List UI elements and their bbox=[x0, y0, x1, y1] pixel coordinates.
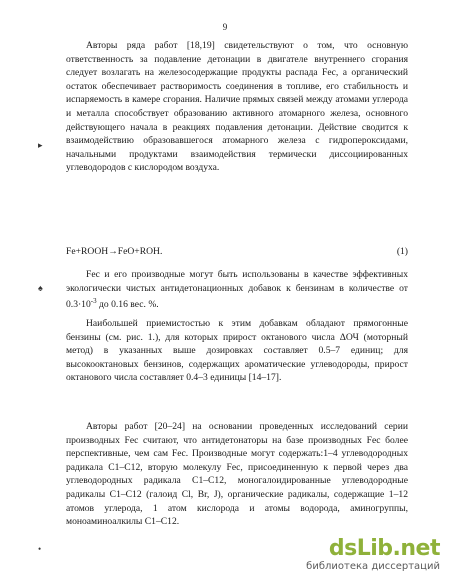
equation: Fe+ROOH→FeO+ROH. bbox=[66, 246, 163, 257]
watermark-subtitle: библиотека диссертаций bbox=[306, 561, 440, 572]
amount-tail: до 0.16 вес. %. bbox=[96, 299, 159, 311]
paragraph-text: Авторы ряда работ [18,19] свидетельствуют о том, что основную ответственность за подавление детонации в двигателе внутреннего сгорания следует возлагать на железосодержащие продукты распада Fec, а органический остаток обеспечивает растворимость соединения в топливе, его стабильность и испаряемость в камере сгорания. Наличие прямых связей между атомами углерода и металла способствует образованию активного атомарного железа, основного действующего начала в реакциях подавления детонации. Действие сводится к взаимодействию образовавшегося атомарного железа с гидропероксидами, начальными продуктами взаимодействия термически диссоциированных углеводородов с кислородом воздуха. bbox=[66, 40, 408, 174]
paragraph-derivatives bbox=[66, 420, 408, 529]
margin-mark-icon: ▸ bbox=[38, 140, 43, 150]
paragraph-text: Авторы работ [20–24] на основании проведенных исследований серии производных Fec считают, что антидетонаторы на базе производных Fec более перспективные, чем сам Fec. Производные могут содержать:1–4 углеводородных радикала C1–C12, вторую молекулу Fec, присоединенную к первой через два углеводородных радикала C1–C12, моногалоидированные углеводородные радикалы C1–C12 (галоид Cl, Br, J), органические радикалы, содержащие 1–12 атомов углерода, 1 атом кислорода и атомы водорода, аминогруппы, моноаминоалкилы C1–C12. bbox=[66, 421, 408, 528]
amount-exponent: -3 bbox=[90, 297, 97, 306]
dslib-watermark bbox=[306, 536, 440, 574]
watermark-logo: dsLib.net bbox=[328, 536, 440, 561]
margin-mark-icon: ♠ bbox=[38, 283, 43, 293]
equation-row bbox=[66, 246, 408, 257]
amount-value: 0.3·10 bbox=[66, 299, 91, 311]
paragraph-text: Fec и его производные могут быть использованы в качестве эффективных экологически чистых антидетонационных добавок к бензинам в количестве от bbox=[66, 269, 408, 294]
paragraph-fec-additives bbox=[66, 268, 408, 312]
paragraph-octane bbox=[66, 317, 408, 385]
paragraph-detonation bbox=[66, 39, 408, 175]
equation-number: (1) bbox=[396, 246, 408, 257]
margin-mark-icon: • bbox=[38, 544, 42, 554]
page-number: 9 bbox=[222, 22, 228, 32]
paragraph-text: Наибольшей приемистостью к этим добавкам обладают прямогонные бензины (см. рис. 1.), для которых прирост октанового числа ΔОЧ (моторный метод) в указанных выше дозировках составляет 0.5–7 единиц; для высокооктановых бензинов, содержащих ароматические углеводороды, прирост октанового числа составляет 0.4–3 единицы [14–17]. bbox=[66, 318, 408, 384]
